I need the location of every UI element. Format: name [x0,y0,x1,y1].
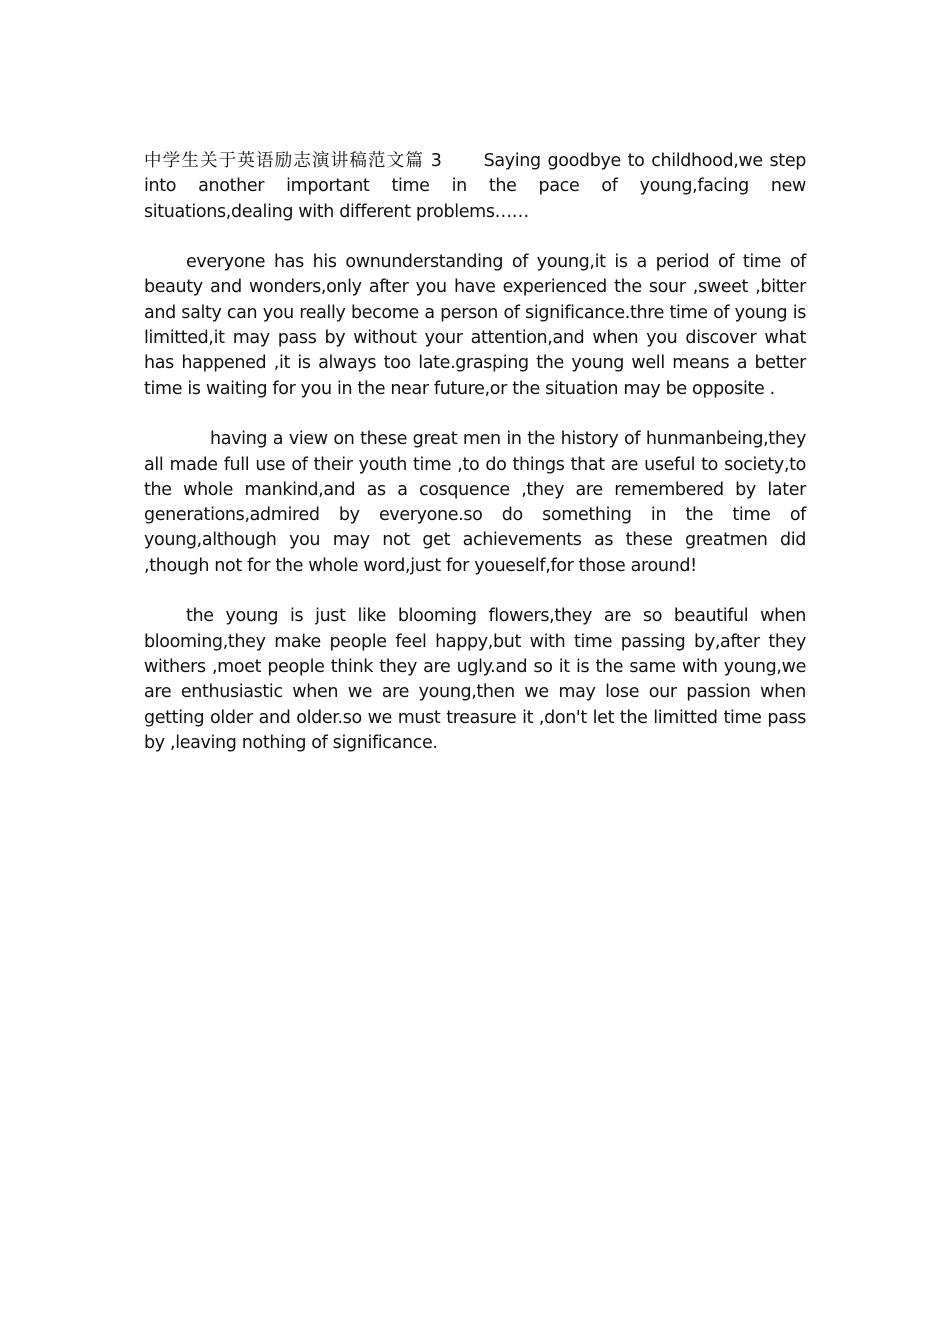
document-heading: 中学生关于英语励志演讲稿范文篇 3 [144,151,442,171]
paragraph-1 [144,149,806,225]
paragraph-1-text: Saying goodbye to childhood,we step into another important time in the pace of young,facing new situations,dealing with different problems…… [144,151,806,222]
paragraph-4: the young is just like blooming flowers,they are so beautiful when blooming,they make people feel happy,but with time passing by,after they withers ,moet people think they are ugly.and so it is the same with young,we are enthusiastic when we are young,then we may lose our passion when getting older and older.so we must treasure it ,don't let the limitted time pass by ,leaving nothing of significance. [144,606,806,753]
document-body [144,149,806,781]
paragraph-2: everyone has his ownunderstanding of young,it is a period of time of beauty and wonders,only after you have experienced the sour ,sweet ,bitter and salty can you really become a person of significance.thre time of young is limitted,it may pass by without your attention,and when you discover what has happened ,it is always too late.grasping the young well means a better time is waiting for you in the near future,or the situation may be opposite . [144,252,806,399]
paragraph-3: having a view on these great men in the history of hunmanbeing,they all made full use of their youth time ,to do things that are useful to society,to the whole mankind,and as a cosquence ,they are remembered by later generations,admired by everyone.so do something in the time of young,although you may not get achievements as these greatmen did ,though not for the whole word,just for youeself,for those around! [144,429,806,576]
